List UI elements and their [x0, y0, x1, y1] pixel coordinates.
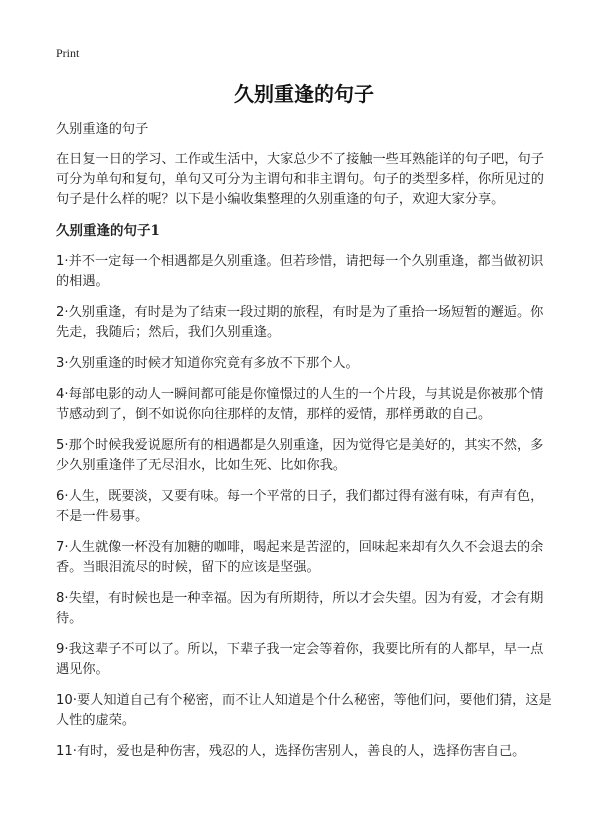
intro-paragraph: 在日复一日的学习、工作或生活中，大家总少不了接触一些耳熟能详的句子吧，句子可分为单句和复句，单句又可分为主谓句和非主谓句。句子的类型多样，你所见过的句子是什么样的呢？以下是小编收集整理的久别重逢的句子，欢迎大家分享。 — [56, 152, 544, 207]
sentence-item-5: 5·那个时候我爱说愿所有的相遇都是久别重逢，因为觉得它是美好的，其实不然，多少久别重逢伴了无尽泪水，比如生死、比如你我。 — [56, 438, 544, 473]
sentence-item-11: 11·有时，爱也是种伤害，残忍的人，选择伤害别人，善良的人，选择伤害自己。 — [56, 744, 526, 759]
sentence-item-10: 10·要人知道自己有个秘密，而不让人知道是个什么秘密，等他们问，要他们猜，这是人性的虚荣。 — [56, 693, 552, 728]
sentence-item-8: 8·失望，有时候也是一种幸福。因为有所期待，所以才会失望。因为有爱，才会有期待。 — [56, 591, 544, 626]
sentence-item-6: 6·人生，既要淡，又要有味。每一个平常的日子，我们都过得有滋有味，有声有色，不是一件易事。 — [56, 489, 544, 524]
print-link[interactable]: Print — [56, 46, 80, 60]
sentence-item-7: 7·人生就像一杯没有加糖的咖啡，喝起来是苦涩的，回味起来却有久久不会退去的余香。当眼泪流尽的时候，留下的应该是坚强。 — [56, 540, 544, 575]
article-body — [56, 120, 552, 773]
sentence-item-9: 9·我这辈子不可以了。所以，下辈子我一定会等着你，我要比所有的人都早，早一点遇见你。 — [56, 642, 544, 677]
section-heading: 久别重逢的句子1 — [56, 223, 160, 239]
sentence-item-4: 4·每部电影的动人一瞬间都可能是你憧憬过的人生的一个片段，与其说是你被那个情节感动到了，倒不如说你向往那样的友情，那样的爱情，那样勇敢的自己。 — [56, 387, 544, 422]
sentence-item-3: 3·久别重逢的时候才知道你究竟有多放不下那个人。 — [56, 356, 359, 371]
sentence-item-2: 2·久别重逢，有时是为了结束一段过期的旅程，有时是为了重拾一场短暂的邂逅。你先走，我随后；然后，我们久别重逢。 — [56, 305, 544, 340]
page-title: 久别重逢的句子 — [234, 82, 374, 106]
sentence-item-1: 1·并不一定每一个相遇都是久别重逢。但若珍惜，请把每一个久别重逢，都当做初识的相遇。 — [56, 254, 544, 289]
article-subtitle: 久别重逢的句子 — [56, 122, 149, 137]
